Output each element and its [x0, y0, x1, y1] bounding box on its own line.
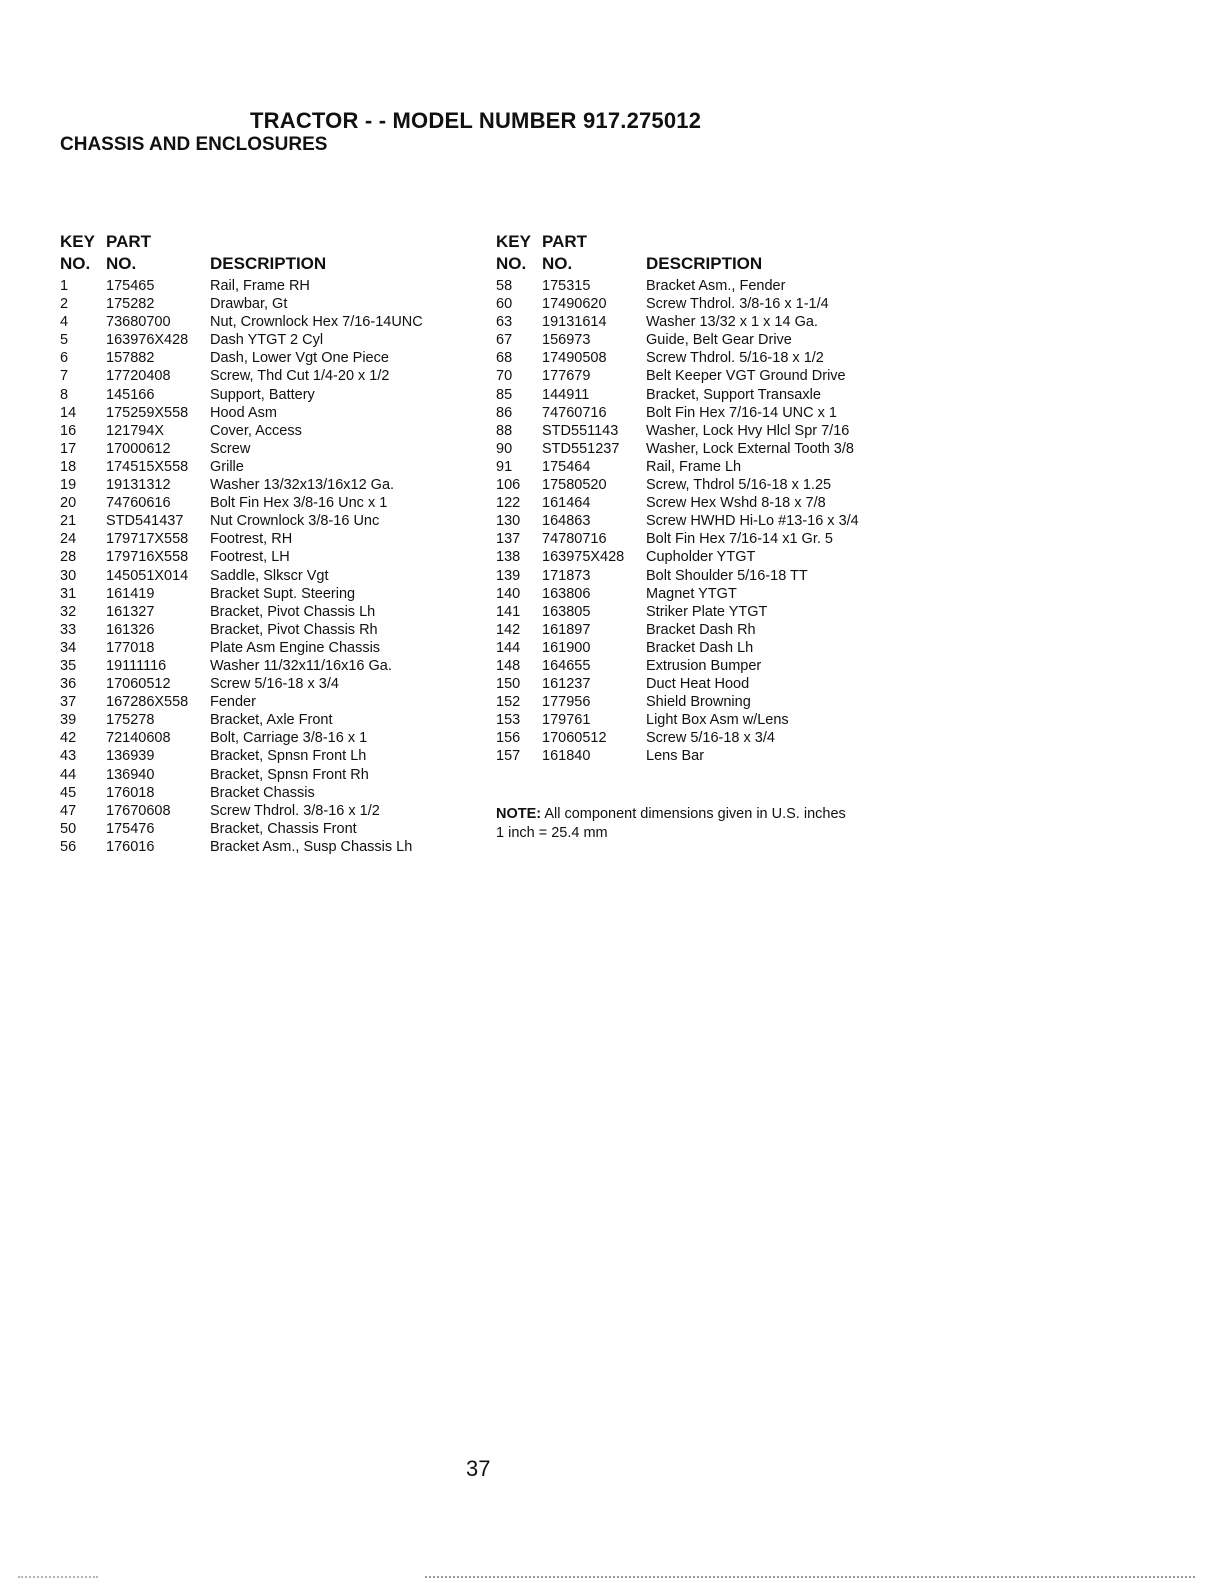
table-row	[60, 441, 480, 459]
key-number: 141	[496, 603, 521, 620]
part-number: 175259X558	[106, 404, 189, 421]
table-row	[60, 495, 480, 513]
key-number: 4	[60, 314, 69, 331]
table-row	[60, 622, 480, 640]
key-number: 60	[496, 296, 513, 313]
part-number: 19131614	[542, 314, 607, 331]
part-number: 175476	[106, 820, 155, 837]
part-description: Bracket, Axle Front	[210, 712, 333, 729]
part-number: 163975X428	[542, 549, 625, 566]
key-number: 91	[496, 458, 513, 475]
part-number: 161897	[542, 621, 591, 638]
part-number: 175465	[106, 278, 155, 294]
part-number: 17720408	[106, 368, 171, 385]
key-number: 17	[60, 440, 77, 457]
key-number: 70	[496, 368, 513, 385]
key-number: 47	[60, 802, 77, 819]
part-description: Bolt Fin Hex 7/16-14 x1 Gr. 5	[646, 531, 833, 548]
part-description: Support, Battery	[210, 386, 315, 403]
footer-scan-line	[425, 1576, 1195, 1578]
key-number: 6	[60, 350, 69, 367]
part-number: 161237	[542, 676, 591, 693]
key-number: 34	[60, 639, 77, 656]
part-number: 72140608	[106, 730, 171, 747]
part-number: 171873	[542, 567, 591, 584]
table-row	[60, 314, 480, 332]
part-number: 176016	[106, 838, 155, 855]
key-number: 144	[496, 639, 521, 656]
part-number: 179716X558	[106, 549, 189, 566]
key-number: 16	[60, 422, 77, 439]
part-description: Lens Bar	[646, 748, 705, 765]
part-description: Screw, Thdrol 5/16-18 x 1.25	[646, 477, 832, 494]
key-number: 90	[496, 440, 513, 457]
table-row	[496, 314, 916, 332]
part-description: Washer 13/32 x 1 x 14 Ga.	[646, 314, 818, 331]
part-description: Bracket Chassis	[210, 784, 315, 801]
part-description: Bracket, Support Transaxle	[646, 386, 821, 403]
key-number: 140	[496, 585, 521, 602]
part-number: 179717X558	[106, 531, 189, 548]
part-number: 17060512	[106, 676, 171, 693]
part-number: 145166	[106, 386, 155, 403]
table-row	[60, 278, 480, 296]
header-part-line2: NO.	[542, 254, 573, 273]
part-number: 19131312	[106, 477, 171, 494]
header-key-line1: KEY	[60, 232, 95, 251]
part-description: Duct Heat Hood	[646, 676, 750, 693]
key-number: 42	[60, 730, 77, 747]
table-row	[60, 405, 480, 423]
table-row	[496, 368, 916, 386]
part-number: 174515X558	[106, 458, 189, 475]
table-row	[60, 604, 480, 622]
part-number: 175464	[542, 458, 591, 475]
table-row	[60, 459, 480, 477]
part-description: Nut, Crownlock Hex 7/16-14UNC	[210, 314, 423, 331]
note	[496, 805, 846, 843]
table-row	[60, 423, 480, 441]
key-number: 7	[60, 368, 69, 385]
header-description: DESCRIPTION	[646, 254, 763, 273]
key-number: 35	[60, 657, 77, 674]
part-description: Washer 13/32x13/16x12 Ga.	[210, 477, 395, 494]
table-row	[496, 676, 916, 694]
table-row	[60, 350, 480, 368]
note-conversion: 1 inch = 25.4 mm	[496, 825, 608, 841]
parts-table-right	[496, 232, 916, 767]
rows-left	[60, 278, 480, 857]
part-number: 163805	[542, 603, 591, 620]
header-part-line1: PART	[542, 232, 588, 251]
table-row	[60, 767, 480, 785]
header-description: DESCRIPTION	[210, 254, 327, 273]
part-description: Fender	[210, 694, 256, 711]
table-row	[60, 568, 480, 586]
part-number: 17000612	[106, 440, 171, 457]
part-description: Washer, Lock External Tooth 3/8	[646, 440, 854, 457]
part-number: 161326	[106, 621, 155, 638]
table-row	[496, 350, 916, 368]
table-row	[496, 712, 916, 730]
parts-table-left	[60, 232, 480, 857]
part-number: 161464	[542, 495, 591, 512]
key-number: 14	[60, 404, 77, 421]
table-row	[60, 712, 480, 730]
part-number: 161900	[542, 639, 591, 656]
part-description: Footrest, RH	[210, 531, 293, 548]
table-row	[60, 785, 480, 803]
part-number: 177956	[542, 694, 591, 711]
key-number: 24	[60, 531, 77, 548]
part-number: 161840	[542, 748, 591, 765]
part-description: Washer, Lock Hvy Hlcl Spr 7/16	[646, 422, 850, 439]
part-number: 175282	[106, 296, 155, 313]
part-number: 17670608	[106, 802, 171, 819]
table-row	[496, 278, 916, 296]
table-row	[60, 640, 480, 658]
key-number: 39	[60, 712, 77, 729]
key-number: 152	[496, 694, 521, 711]
part-number: 177679	[542, 368, 591, 385]
key-number: 5	[60, 332, 69, 349]
table-row	[60, 839, 480, 857]
part-number: 179761	[542, 712, 591, 729]
table-row	[60, 531, 480, 549]
key-number: 130	[496, 513, 521, 530]
table-row	[60, 658, 480, 676]
part-description: Screw 5/16-18 x 3/4	[210, 676, 339, 693]
key-number: 20	[60, 495, 77, 512]
table-row	[496, 658, 916, 676]
key-number: 8	[60, 386, 69, 403]
key-number: 33	[60, 621, 77, 638]
table-row	[60, 748, 480, 766]
part-description: Bracket Dash Lh	[646, 639, 754, 656]
table-row	[496, 296, 916, 314]
key-number: 86	[496, 404, 513, 421]
part-description: Extrusion Bumper	[646, 657, 762, 674]
table-row	[496, 549, 916, 567]
part-description: Screw Thdrol. 3/8-16 x 1/2	[210, 802, 380, 819]
part-description: Dash YTGT 2 Cyl	[210, 332, 324, 349]
header-key-line2: NO.	[496, 254, 527, 273]
part-number: 17490508	[542, 350, 607, 367]
table-row	[496, 568, 916, 586]
part-description: Bracket, Chassis Front	[210, 820, 357, 837]
header-part-line2: NO.	[106, 254, 137, 273]
part-description: Nut Crownlock 3/8-16 Unc	[210, 513, 380, 530]
header-part-line1: PART	[106, 232, 152, 251]
table-row	[496, 531, 916, 549]
part-description: Screw 5/16-18 x 3/4	[646, 730, 775, 747]
part-number: 144911	[542, 386, 590, 403]
key-number: 139	[496, 567, 521, 584]
key-number: 2	[60, 296, 69, 313]
part-number: 136939	[106, 748, 155, 765]
part-number: 161419	[106, 585, 155, 602]
part-number: 164655	[542, 657, 591, 674]
part-description: Bracket, Pivot Chassis Lh	[210, 603, 376, 620]
table-header-right	[496, 232, 916, 278]
section-subtitle: CHASSIS AND ENCLOSURES	[60, 134, 328, 155]
page-title: TRACTOR - - MODEL NUMBER 917.275012	[250, 108, 702, 133]
key-number: 50	[60, 820, 77, 837]
key-number: 1	[60, 278, 69, 294]
part-description: Bolt, Carriage 3/8-16 x 1	[210, 730, 368, 747]
part-number: 74780716	[542, 531, 607, 548]
part-description: Cupholder YTGT	[646, 549, 756, 566]
table-row	[60, 332, 480, 350]
part-number: STD541437	[106, 513, 184, 530]
part-number: STD551237	[542, 440, 620, 457]
part-description: Shield Browning	[646, 694, 751, 711]
part-number: 161327	[106, 603, 155, 620]
table-row	[496, 622, 916, 640]
part-description: Bracket Dash Rh	[646, 621, 756, 638]
part-description: Hood Asm	[210, 404, 277, 421]
rows-right	[496, 278, 916, 767]
part-number: 74760616	[106, 495, 171, 512]
key-number: 68	[496, 350, 513, 367]
part-description: Dash, Lower Vgt One Piece	[210, 350, 389, 367]
table-row	[60, 730, 480, 748]
part-number: 156973	[542, 332, 591, 349]
table-row	[496, 387, 916, 405]
table-row	[496, 730, 916, 748]
part-description: Bracket, Spnsn Front Lh	[210, 748, 367, 765]
part-description: Screw, Thd Cut 1/4-20 x 1/2	[210, 368, 390, 385]
key-number: 156	[496, 730, 521, 747]
part-description: Bolt Fin Hex 7/16-14 UNC x 1	[646, 404, 837, 421]
key-number: 37	[60, 694, 77, 711]
header-key-line1: KEY	[496, 232, 531, 251]
table-row	[496, 477, 916, 495]
key-number: 122	[496, 495, 521, 512]
table-row	[496, 694, 916, 712]
part-description: Saddle, Slkscr Vgt	[210, 567, 329, 584]
part-number: 74760716	[542, 404, 607, 421]
part-description: Footrest, LH	[210, 549, 290, 566]
part-description: Screw Thdrol. 5/16-18 x 1/2	[646, 350, 824, 367]
part-description: Screw	[210, 440, 251, 457]
part-number: 177018	[106, 639, 155, 656]
part-description: Grille	[210, 458, 244, 475]
part-number: 167286X558	[106, 694, 189, 711]
part-description: Screw Thdrol. 3/8-16 x 1-1/4	[646, 296, 829, 313]
part-description: Washer 11/32x11/16x16 Ga.	[210, 657, 392, 674]
part-description: Rail, Frame RH	[210, 278, 310, 294]
table-row	[496, 459, 916, 477]
part-description: Light Box Asm w/Lens	[646, 712, 789, 729]
part-number: 175278	[106, 712, 155, 729]
table-row	[60, 513, 480, 531]
table-row	[60, 586, 480, 604]
part-description: Screw Hex Wshd 8-18 x 7/8	[646, 495, 826, 512]
table-row	[60, 803, 480, 821]
table-row	[60, 296, 480, 314]
key-number: 36	[60, 676, 77, 693]
part-description: Bracket, Pivot Chassis Rh	[210, 621, 378, 638]
key-number: 30	[60, 567, 77, 584]
key-number: 19	[60, 477, 77, 494]
table-row	[496, 441, 916, 459]
part-description: Rail, Frame Lh	[646, 458, 742, 475]
key-number: 21	[60, 513, 77, 530]
table-row	[496, 586, 916, 604]
table-row	[496, 513, 916, 531]
part-description: Drawbar, Gt	[210, 296, 288, 313]
key-number: 106	[496, 477, 521, 494]
part-number: 136940	[106, 766, 155, 783]
table-row	[496, 748, 916, 766]
header-key-line2: NO.	[60, 254, 91, 273]
note-label: NOTE:	[496, 806, 542, 822]
key-number: 43	[60, 748, 77, 765]
part-number: 175315	[542, 278, 591, 294]
key-number: 88	[496, 422, 513, 439]
part-number: 19111116	[106, 657, 167, 674]
part-number: 17580520	[542, 477, 607, 494]
key-number: 142	[496, 621, 521, 638]
part-description: Bracket, Spnsn Front Rh	[210, 766, 369, 783]
key-number: 157	[496, 748, 521, 765]
table-row	[496, 640, 916, 658]
part-description: Bracket Supt. Steering	[210, 585, 356, 602]
table-row	[60, 676, 480, 694]
key-number: 148	[496, 657, 521, 674]
part-number: 121794X	[106, 422, 165, 439]
part-number: 163806	[542, 585, 591, 602]
part-number: 176018	[106, 784, 155, 801]
key-number: 137	[496, 531, 521, 548]
part-description: Bolt Fin Hex 3/8-16 Unc x 1	[210, 495, 388, 512]
key-number: 28	[60, 549, 77, 566]
key-number: 18	[60, 458, 77, 475]
part-description: Magnet YTGT	[646, 585, 737, 602]
key-number: 44	[60, 766, 77, 783]
key-number: 58	[496, 278, 513, 294]
table-header-left	[60, 232, 480, 278]
key-number: 45	[60, 784, 77, 801]
part-number: 164863	[542, 513, 591, 530]
part-number: STD551143	[542, 422, 619, 439]
key-number: 138	[496, 549, 521, 566]
key-number: 31	[60, 585, 77, 602]
footer-scan-mark	[18, 1576, 98, 1578]
table-row	[60, 387, 480, 405]
part-description: Plate Asm Engine Chassis	[210, 639, 381, 656]
part-number: 163976X428	[106, 332, 189, 349]
part-number: 17490620	[542, 296, 607, 313]
part-description: Cover, Access	[210, 422, 302, 439]
table-row	[496, 405, 916, 423]
part-description: Bracket Asm., Fender	[646, 278, 786, 294]
table-row	[60, 549, 480, 567]
part-description: Belt Keeper VGT Ground Drive	[646, 368, 846, 385]
key-number: 56	[60, 838, 77, 855]
note-text: All component dimensions given in U.S. inches	[544, 806, 846, 822]
table-row	[496, 423, 916, 441]
part-number: 157882	[106, 350, 155, 367]
key-number: 153	[496, 712, 521, 729]
key-number: 150	[496, 676, 521, 693]
table-row	[496, 604, 916, 622]
part-description: Screw HWHD Hi-Lo #13-16 x 3/4	[646, 513, 859, 530]
part-description: Bracket Asm., Susp Chassis Lh	[210, 838, 413, 855]
table-row	[60, 694, 480, 712]
part-description: Bolt Shoulder 5/16-18 TT	[646, 567, 808, 584]
key-number: 85	[496, 386, 513, 403]
table-row	[496, 495, 916, 513]
table-row	[60, 368, 480, 386]
part-description: Guide, Belt Gear Drive	[646, 332, 792, 349]
part-description: Striker Plate YTGT	[646, 603, 768, 620]
part-number: 145051X014	[106, 567, 189, 584]
table-row	[60, 477, 480, 495]
key-number: 32	[60, 603, 77, 620]
key-number: 67	[496, 332, 513, 349]
part-number: 73680700	[106, 314, 171, 331]
part-number: 17060512	[542, 730, 607, 747]
table-row	[496, 332, 916, 350]
page-number: 37	[466, 1456, 491, 1481]
key-number: 63	[496, 314, 513, 331]
table-row	[60, 821, 480, 839]
